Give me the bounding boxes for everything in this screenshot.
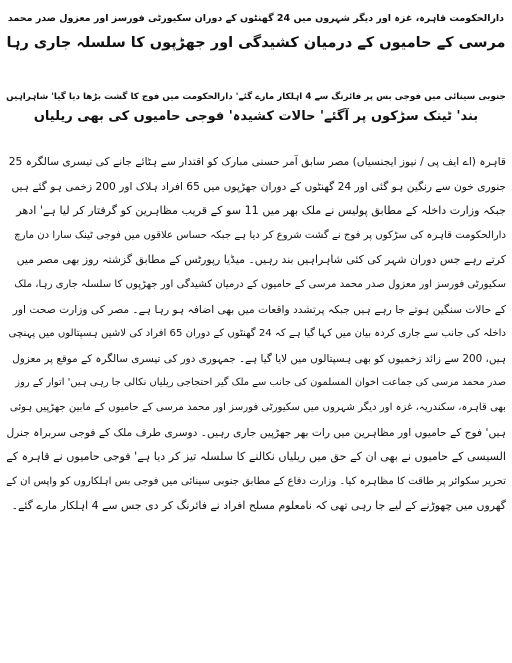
body-line: گھروں میں چھوڑنے کے لیے جا رہی تھی کہ نامعلوم مسلح افراد نے فائرنگ کر دی جس سے 4 اہلکار مارے گئے۔ — [11, 499, 506, 513]
article-subheadline — [6, 88, 506, 146]
article-headline — [6, 6, 506, 82]
body-line: سکیورٹی فورسز اور معزول صدر محمد مرسی کے حامیوں کے درمیان کشیدگی اور جھڑپوں کا سلسلہ جاری رہا، ملک — [14, 278, 506, 290]
body-line: کرتے رہے جس دوران شہر کی کئی شاہراہیں بند رہیں۔ میڈیا رپورٹس کے مطابق گزشتہ روز بھی مصر میں — [16, 253, 506, 267]
body-line: دارالحکومت قاہرہ کی سڑکوں پر فوج نے گشت شروع کر دیا ہے جبکہ حساس علاقوں میں فوجی ٹینک سارا دن مارچ — [14, 229, 506, 241]
body-line: السیسی کے حامیوں نے بھی ان کے حق میں ریلیاں نکالنے کا سلسلہ تیز کر دیا ہے' فوجی حامیوں نے قاہرہ کے — [6, 450, 506, 464]
body-line: قاہرہ (اے ایف پی / نیوز ایجنسیاں) مصر سابق آمر حسنی مبارک کو اقتدار سے ہٹائے جانے کی تیسری سالگرہ 25 — [8, 155, 506, 168]
body-line: ہیں، 200 سے زائد زخمیوں کو بھی ہسپتالوں میں لایا گیا ہے۔ جمہوری دور کی تیسری سالگرہ کے موقع پر معزول — [12, 352, 506, 365]
body-line: بھی قاہرہ، سکندریہ، غزہ اور دیگر شہروں میں سکیورٹی فورسز اور محمد مرسی کے حامیوں کے مابین جھڑپیں ہوئی — [9, 401, 506, 413]
body-line: جنوری خون سے رنگین ہو گئی اور 24 گھنٹوں کے دوران جھڑپوں میں 65 افراد ہلاک اور 200 زخمی ہو گئے ہیں — [11, 179, 506, 193]
article-body — [6, 150, 506, 660]
body-line: تحریر سکوائر پر طاقت کا مظاہرہ کیا۔ وزارت دفاع کے مطابق جنوبی سینائی میں فوجی بس اہلکاروں کو واپس ان کے — [6, 475, 506, 487]
subhead-line: بند' ٹینک سڑکوں پر آگئے' حالات کشیدہ' فوجی حامیوں کی بھی ریلیاں — [33, 109, 479, 124]
body-line: کے حالات سنگین ہوتے جا رہے ہیں جبکہ پرتشدد واقعات میں بھی اضافہ ہو رہا ہے۔ مصر کی وزارت صحت اور — [12, 302, 506, 316]
headline-line: دارالحکومت قاہرہ، غزہ اور دیگر شہروں میں 24 گھنٹوں کے دوران سکیورٹی فورسز اور معزول صدر محمد — [7, 13, 505, 24]
body-line: داخلہ کی جانب سے جاری کردہ بیان میں کہا گیا ہے کہ 24 گھنٹوں کے دوران 65 افراد کی لاشیں ہسپتالوں میں پہنچی — [8, 328, 506, 340]
body-line: ہیں' فوج کے حامیوں اور مظاہرین میں رات بھر جھڑپیں جاری رہیں۔ دوسری طرف ملک کے فوجی سربراہ جنرل — [6, 425, 506, 439]
body-line: جبکہ وزارت داخلہ کے مطابق پولیس نے ملک بھر میں 11 سو کے قریب مظاہرین کو گرفتار کر لیا ہے' ادھر — [16, 204, 506, 218]
subhead-line: جنوبی سینائی میں فوجی بس پر فائرنگ سے 4 اہلکار مارے گئے' دارالحکومت میں فوج کا گشت بڑھا دیا گیا' شاہراہیں — [6, 92, 506, 102]
headline-line: مرسی کے حامیوں کے درمیان کشیدگی اور جھڑپوں کا سلسلہ جاری رہا — [6, 35, 506, 51]
body-line: صدر محمد مرسی کی جماعت اخوان المسلمون کی جانب سے ملک گیر احتجاجی ریلیاں نکالی جا رہی ہیں' اتوار کے روز — [15, 377, 506, 389]
